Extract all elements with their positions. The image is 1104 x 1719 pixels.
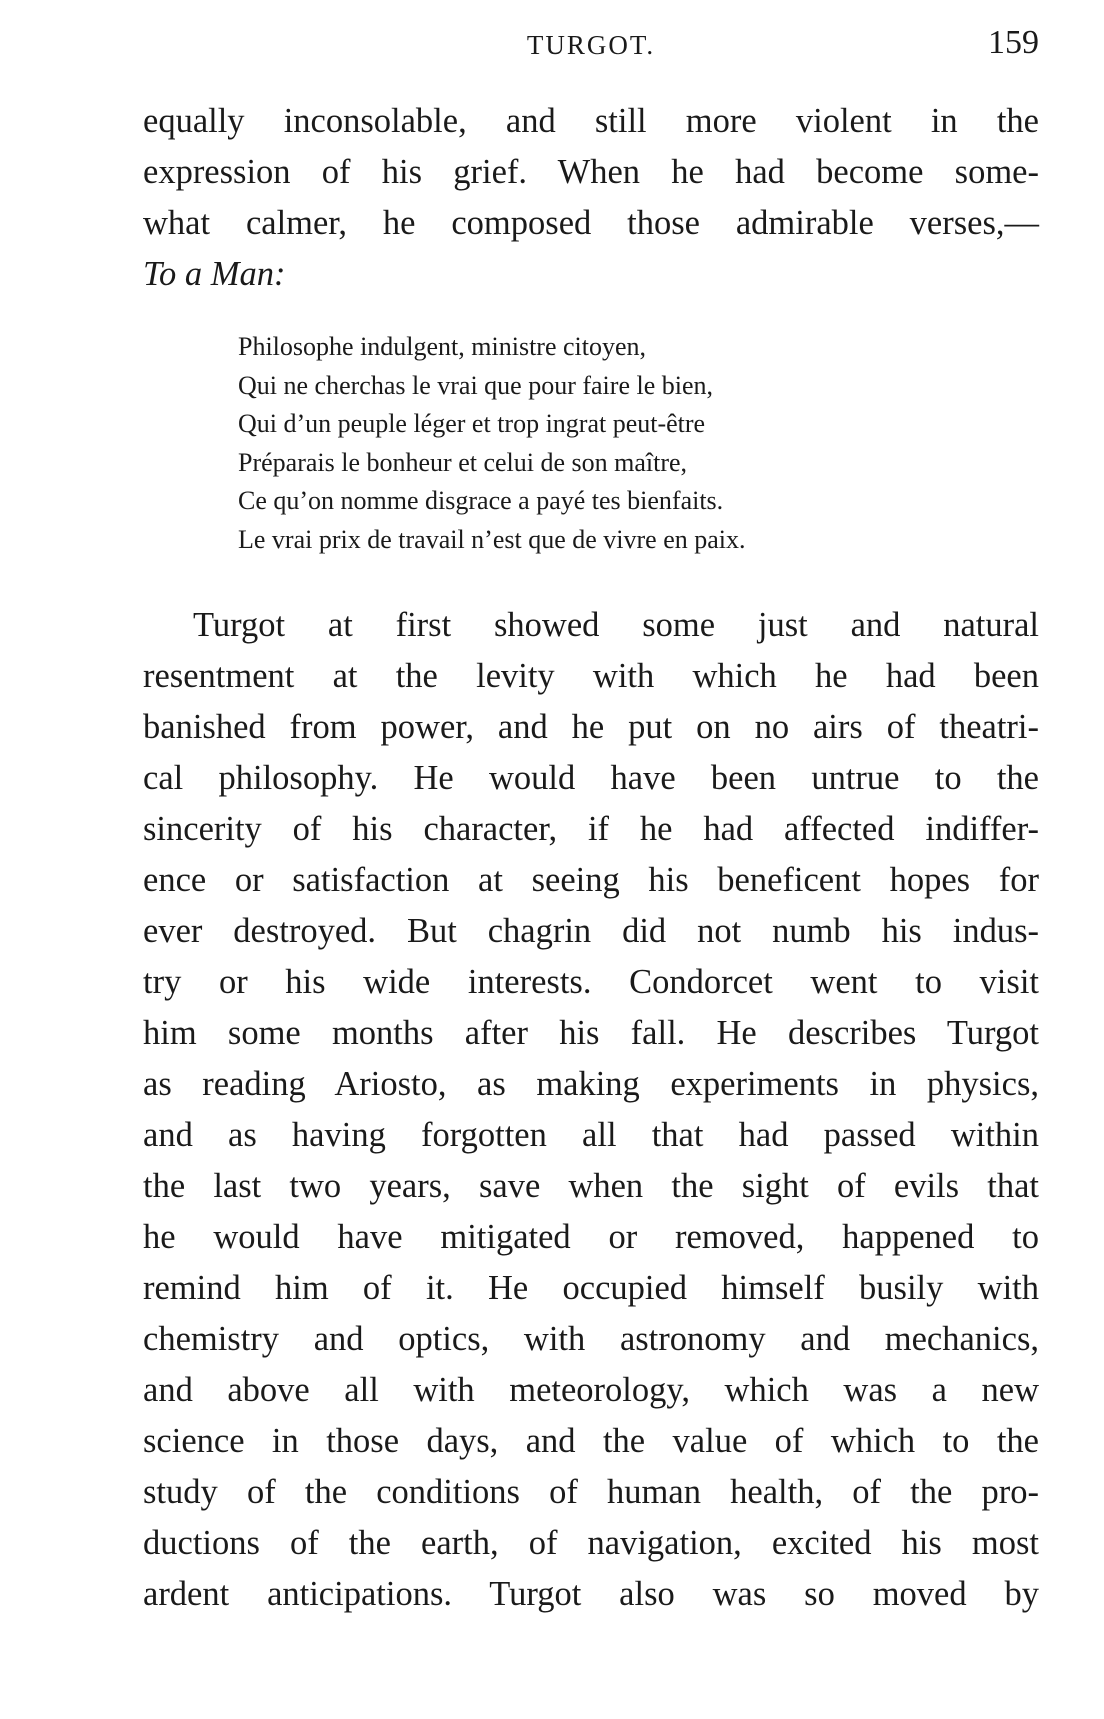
verse-line: Qui ne cherchas le vrai que pour faire le bien, xyxy=(238,370,714,400)
running-title: TURGOT. xyxy=(526,30,656,60)
text-line: chemistry and optics, with astronomy and mechanics, xyxy=(143,1320,1039,1358)
text-line: the last two years, save when the sight of evils that xyxy=(143,1167,1039,1205)
verse-line: Le vrai prix de travail n’est que de vivre en paix. xyxy=(238,524,746,554)
paragraph-continued xyxy=(143,96,1039,300)
text-line: what calmer, he composed those admirable verses,— xyxy=(143,204,1039,242)
text-line: ence or satisfaction at seeing his beneficent hopes for xyxy=(143,861,1039,899)
text-line: him some months after his fall. He describes Turgot xyxy=(143,1014,1039,1052)
text-line: study of the conditions of human health, of the pro- xyxy=(143,1473,1039,1511)
verse-title: To a Man: xyxy=(143,255,286,293)
text-line: sincerity of his character, if he had affected indiffer- xyxy=(143,810,1039,848)
text-line: ductions of the earth, of navigation, excited his most xyxy=(143,1524,1039,1562)
text-line: banished from power, and he put on no airs of theatri- xyxy=(143,708,1039,746)
verse-quotation xyxy=(238,328,746,560)
text-line: remind him of it. He occupied himself busily with xyxy=(143,1269,1039,1307)
text-line: as reading Ariosto, as making experiments in physics, xyxy=(143,1065,1039,1103)
verse-line: Qui d’un peuple léger et trop ingrat peut-être xyxy=(238,409,706,439)
text-line: ever destroyed. But chagrin did not numb his indus- xyxy=(143,912,1039,950)
text-line: and above all with meteorology, which was a new xyxy=(143,1371,1039,1409)
verse-line: Préparais le bonheur et celui de son maître, xyxy=(238,447,688,477)
text-line: try or his wide interests. Condorcet went to visit xyxy=(143,963,1039,1001)
paragraph xyxy=(143,600,1039,1620)
page-number: 159 xyxy=(988,24,1039,61)
text-line: expression of his grief. When he had become some- xyxy=(143,153,1039,191)
text-line: resentment at the levity with which he had been xyxy=(143,657,1039,695)
text-line: ardent anticipations. Turgot also was so moved by xyxy=(143,1575,1039,1613)
running-head xyxy=(143,22,1039,62)
text-line: Turgot at first showed some just and natural xyxy=(193,606,1039,644)
text-line: he would have mitigated or removed, happened to xyxy=(143,1218,1039,1256)
verse-line: Philosophe indulgent, ministre citoyen, xyxy=(238,332,647,361)
text-line: science in those days, and the value of which to the xyxy=(143,1422,1039,1460)
verse-line: Ce qu’on nomme disgrace a payé tes bienfaits. xyxy=(238,486,724,516)
text-line: cal philosophy. He would have been untrue to the xyxy=(143,759,1039,797)
text-line: equally inconsolable, and still more violent in the xyxy=(143,102,1039,140)
text-line: and as having forgotten all that had passed within xyxy=(143,1116,1039,1154)
